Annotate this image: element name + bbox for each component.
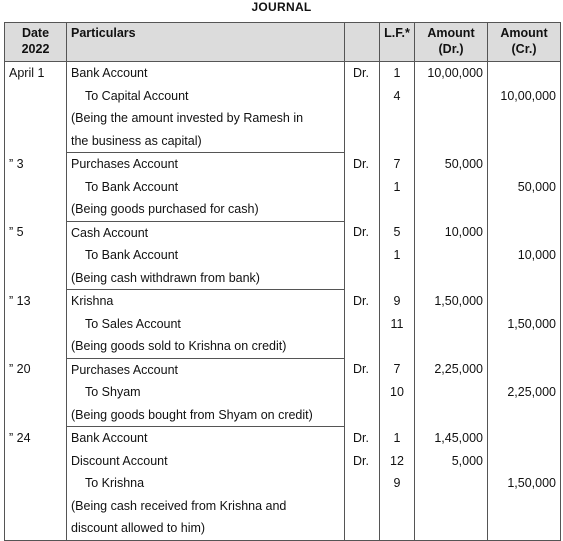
row-lf: 9: [380, 472, 415, 495]
header-amount-dr-label: Amount: [427, 26, 475, 40]
row-lf: [380, 198, 415, 221]
row-dr-marker: [345, 85, 380, 108]
row-particulars: Bank Account: [67, 427, 345, 450]
table-row: [5, 313, 561, 336]
header-date-year: 2022: [21, 42, 50, 56]
row-amount-cr: [488, 427, 561, 450]
row-amount-dr: [415, 404, 488, 427]
row-dr-marker: [345, 472, 380, 495]
row-amount-dr: [415, 335, 488, 358]
row-particulars: To Bank Account: [67, 244, 345, 267]
row-amount-cr: [488, 130, 561, 153]
row-amount-dr: [415, 107, 488, 130]
row-amount-cr: [488, 62, 561, 85]
row-amount-cr: [488, 495, 561, 518]
row-amount-cr: [488, 198, 561, 221]
row-dr-marker: Dr.: [345, 221, 380, 244]
row-particulars: (Being goods sold to Krishna on credit): [67, 335, 345, 358]
row-lf: 1: [380, 62, 415, 85]
row-dr-marker: Dr.: [345, 450, 380, 473]
header-amount-cr-sub: (Cr.): [511, 42, 537, 56]
table-row: [5, 62, 561, 85]
row-amount-cr: 1,50,000: [488, 313, 561, 336]
row-amount-dr: 1,50,000: [415, 290, 488, 313]
header-row: [5, 23, 561, 62]
row-date: [5, 267, 67, 290]
table-row: [5, 198, 561, 221]
header-date: [5, 23, 67, 62]
row-particulars: Discount Account: [67, 450, 345, 473]
row-particulars: Krishna: [67, 290, 345, 313]
journal-table: [4, 22, 561, 541]
row-date: [5, 130, 67, 153]
row-amount-dr: [415, 517, 488, 540]
row-particulars: Purchases Account: [67, 358, 345, 381]
table-row: [5, 495, 561, 518]
row-lf: 7: [380, 153, 415, 176]
row-amount-cr: [488, 107, 561, 130]
row-date: [5, 244, 67, 267]
row-amount-cr: 50,000: [488, 176, 561, 199]
row-dr-marker: [345, 244, 380, 267]
row-particulars: To Capital Account: [67, 85, 345, 108]
table-row: [5, 358, 561, 381]
row-amount-cr: [488, 153, 561, 176]
table-row: [5, 517, 561, 540]
row-amount-dr: [415, 85, 488, 108]
table-row: [5, 404, 561, 427]
table-row: [5, 472, 561, 495]
row-date: ” 3: [5, 153, 67, 176]
row-particulars: Bank Account: [67, 62, 345, 85]
row-particulars: (Being the amount invested by Ramesh in: [67, 107, 345, 130]
row-lf: [380, 517, 415, 540]
table-row: [5, 335, 561, 358]
row-amount-dr: [415, 267, 488, 290]
row-date: [5, 404, 67, 427]
row-amount-cr: 10,00,000: [488, 85, 561, 108]
row-dr-marker: [345, 176, 380, 199]
header-amount-cr: [488, 23, 561, 62]
row-amount-dr: 50,000: [415, 153, 488, 176]
row-date: [5, 107, 67, 130]
header-particulars: Particulars: [67, 23, 345, 62]
row-particulars: (Being cash received from Krishna and: [67, 495, 345, 518]
row-particulars: (Being goods bought from Shyam on credit): [67, 404, 345, 427]
table-row: [5, 85, 561, 108]
row-amount-cr: [488, 358, 561, 381]
row-amount-dr: [415, 313, 488, 336]
row-particulars: To Sales Account: [67, 313, 345, 336]
row-particulars: discount allowed to him): [67, 517, 345, 540]
row-date: [5, 450, 67, 473]
row-dr-marker: Dr.: [345, 290, 380, 313]
table-row: [5, 244, 561, 267]
row-lf: 1: [380, 244, 415, 267]
table-row: [5, 381, 561, 404]
row-amount-cr: [488, 450, 561, 473]
row-amount-dr: [415, 244, 488, 267]
row-particulars: (Being goods purchased for cash): [67, 198, 345, 221]
row-amount-dr: 10,000: [415, 221, 488, 244]
row-amount-dr: 1,45,000: [415, 427, 488, 450]
row-lf: [380, 495, 415, 518]
row-date: [5, 472, 67, 495]
row-amount-dr: [415, 130, 488, 153]
row-amount-cr: [488, 404, 561, 427]
row-particulars: To Krishna: [67, 472, 345, 495]
row-particulars: (Being cash withdrawn from bank): [67, 267, 345, 290]
row-lf: 11: [380, 313, 415, 336]
row-lf: 5: [380, 221, 415, 244]
row-lf: [380, 107, 415, 130]
row-date: [5, 495, 67, 518]
row-date: [5, 517, 67, 540]
row-lf: [380, 130, 415, 153]
header-amount-cr-label: Amount: [500, 26, 548, 40]
table-row: [5, 153, 561, 176]
row-date: [5, 198, 67, 221]
row-dr-marker: [345, 198, 380, 221]
row-dr-marker: [345, 267, 380, 290]
row-amount-cr: 2,25,000: [488, 381, 561, 404]
header-amount-dr-sub: (Dr.): [438, 42, 464, 56]
row-date: [5, 85, 67, 108]
row-amount-dr: [415, 381, 488, 404]
row-dr-marker: [345, 495, 380, 518]
row-date: [5, 176, 67, 199]
row-particulars: To Bank Account: [67, 176, 345, 199]
row-dr-marker: Dr.: [345, 358, 380, 381]
row-dr-marker: [345, 404, 380, 427]
row-lf: 9: [380, 290, 415, 313]
row-dr-marker: [345, 130, 380, 153]
row-date: ” 5: [5, 221, 67, 244]
row-amount-dr: [415, 472, 488, 495]
row-particulars: the business as capital): [67, 130, 345, 153]
row-amount-cr: [488, 290, 561, 313]
row-lf: 4: [380, 85, 415, 108]
row-amount-cr: 1,50,000: [488, 472, 561, 495]
row-lf: [380, 335, 415, 358]
row-amount-cr: 10,000: [488, 244, 561, 267]
row-particulars: Purchases Account: [67, 153, 345, 176]
table-row: [5, 290, 561, 313]
row-dr-marker: Dr.: [345, 427, 380, 450]
row-lf: 1: [380, 427, 415, 450]
row-date: ” 13: [5, 290, 67, 313]
row-lf: 12: [380, 450, 415, 473]
row-lf: [380, 404, 415, 427]
row-date: [5, 313, 67, 336]
row-amount-cr: [488, 517, 561, 540]
row-dr-marker: [345, 335, 380, 358]
row-particulars: To Shyam: [67, 381, 345, 404]
header-dr-blank: [345, 23, 380, 62]
row-dr-marker: [345, 313, 380, 336]
row-dr-marker: [345, 107, 380, 130]
row-amount-cr: [488, 335, 561, 358]
page-title: JOURNAL: [251, 0, 312, 14]
row-date: ” 24: [5, 427, 67, 450]
row-date: April 1: [5, 62, 67, 85]
table-row: [5, 427, 561, 450]
row-lf: [380, 267, 415, 290]
row-amount-dr: [415, 198, 488, 221]
row-amount-dr: 2,25,000: [415, 358, 488, 381]
row-amount-dr: 10,00,000: [415, 62, 488, 85]
row-dr-marker: Dr.: [345, 153, 380, 176]
table-row: [5, 130, 561, 153]
row-amount-cr: [488, 221, 561, 244]
row-lf: 1: [380, 176, 415, 199]
row-date: [5, 381, 67, 404]
row-date: [5, 335, 67, 358]
row-amount-dr: [415, 495, 488, 518]
table-row: [5, 450, 561, 473]
row-lf: 10: [380, 381, 415, 404]
row-dr-marker: [345, 517, 380, 540]
row-particulars: Cash Account: [67, 221, 345, 244]
header-lf: L.F.*: [380, 23, 415, 62]
row-amount-cr: [488, 267, 561, 290]
header-date-label: Date: [21, 26, 50, 40]
table-row: [5, 107, 561, 130]
table-row: [5, 267, 561, 290]
row-lf: 7: [380, 358, 415, 381]
row-dr-marker: [345, 381, 380, 404]
table-row: [5, 221, 561, 244]
row-amount-dr: [415, 176, 488, 199]
header-amount-dr: [415, 23, 488, 62]
row-date: ” 20: [5, 358, 67, 381]
row-amount-dr: 5,000: [415, 450, 488, 473]
table-row: [5, 176, 561, 199]
row-dr-marker: Dr.: [345, 62, 380, 85]
